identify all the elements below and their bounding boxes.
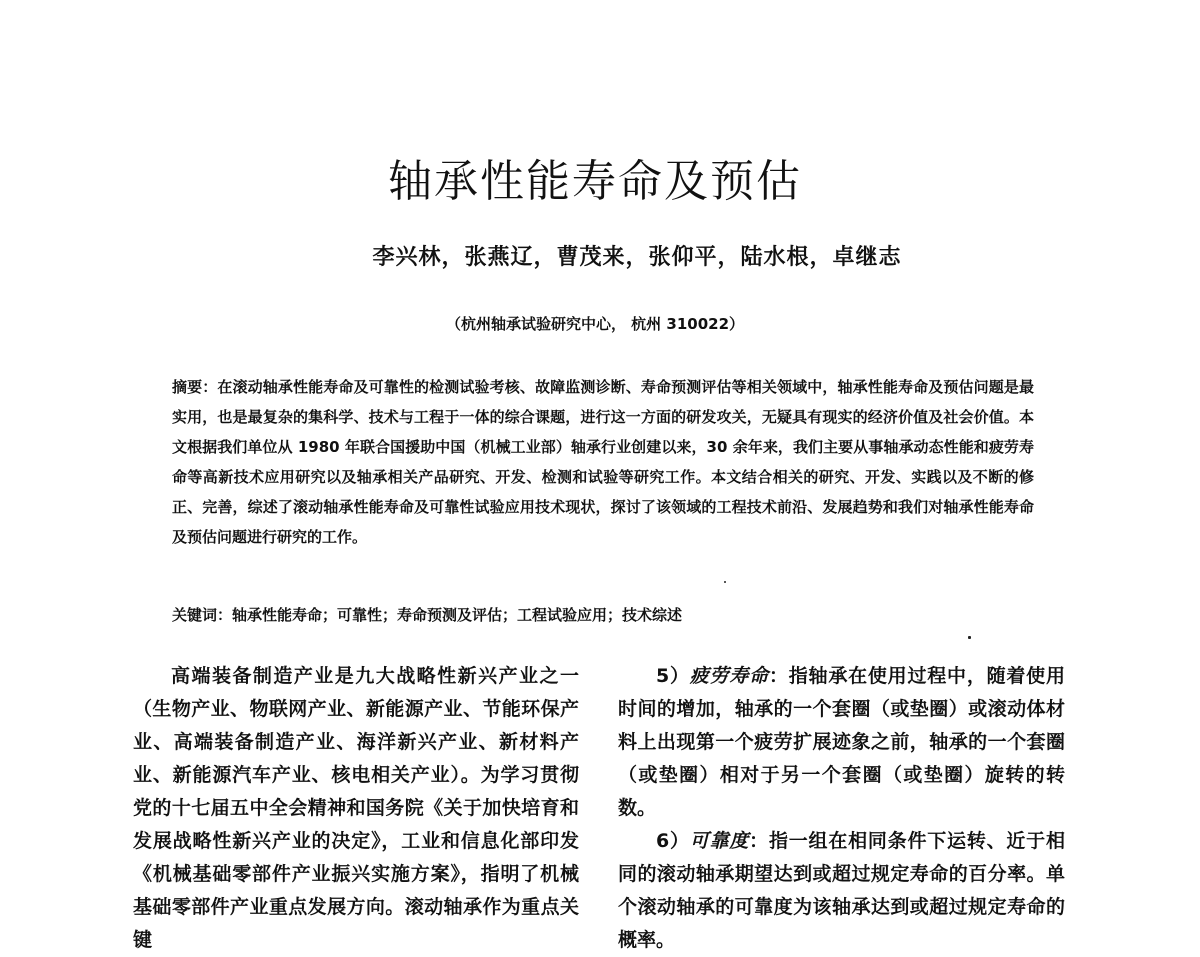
keywords bbox=[172, 600, 1034, 630]
scan-speck bbox=[724, 581, 726, 583]
body-column-right bbox=[618, 660, 1065, 957]
abstract-label: 摘要： bbox=[172, 378, 218, 396]
definition-number: 6） bbox=[656, 830, 690, 852]
definition-text: ：指轴承在使用过程中，随着使用时间的增加，轴承的一个套圈（或垫圈）或滚动体材料上出现第一个疲劳扩展迹象之前，轴承的一个套圈（或垫圈）相对于另一个套圈（或垫圈）旋转的转数。 bbox=[618, 665, 1065, 819]
definition-reliability bbox=[618, 825, 1065, 957]
keywords-text: 轴承性能寿命；可靠性；寿命预测及评估；工程试验应用；技术综述 bbox=[232, 606, 683, 624]
abstract-text: 在滚动轴承性能寿命及可靠性的检测试验考核、故障监测诊断、寿命预测评估等相关领域中，轴承性能寿命及预估问题是最实用，也是最复杂的集科学、技术与工程于一体的综合课题，进行这一方面的研发攻关，无疑具有现实的经济价值及社会价值。本文根据我们单位从 1980 年联合国援助中国（机械工业部）轴承行业创建以来，30 余年来，我们主要从事轴承动态性能和疲劳寿命等高新技术应用研究以及轴承相关产品研究、开发、检测和试验等研究工作。本文结合相关的研究、开发、实践以及不断的修正、完善，综述了滚动轴承性能寿命及可靠性试验应用技术现状，探讨了该领域的工程技术前沿、发展趋势和我们对轴承性能寿命及预估问题进行研究的工作。 bbox=[172, 378, 1034, 546]
definition-text: ：指一组在相同条件下运转、近于相同的滚动轴承期望达到或超过规定寿命的百分率。单个滚动轴承的可靠度为该轴承达到或超过规定寿命的概率。 bbox=[618, 830, 1065, 951]
author-list: 李兴林，张燕辽，曹茂来，张仰平，陆水根，卓继志 bbox=[372, 244, 902, 270]
keywords-label: 关键词： bbox=[172, 606, 233, 624]
body-column-left bbox=[133, 660, 579, 957]
scan-speck bbox=[968, 636, 971, 639]
definition-fatigue-life bbox=[618, 660, 1065, 825]
abstract bbox=[172, 372, 1034, 552]
affiliation: （杭州轴承试验研究中心， 杭州 310022） bbox=[445, 315, 745, 333]
body-paragraph: 高端装备制造产业是九大战略性新兴产业之一（生物产业、物联网产业、新能源产业、节能环保产业、高端装备制造产业、海洋新兴产业、新材料产业、新能源汽车产业、核电相关产业）。为学习贯彻党的十七届五中全会精神和国务院《关于加快培育和发展战略性新兴产业的决定》，工业和信息化部印发《机械基础零部件产业振兴实施方案》，指明了机械基础零部件产业重点发展方向。滚动轴承作为重点关键 bbox=[133, 665, 579, 951]
definition-term: 可靠度 bbox=[689, 830, 750, 852]
definition-term: 疲劳寿命 bbox=[689, 665, 769, 687]
paper-title: 轴承性能寿命及预估 bbox=[388, 156, 802, 207]
definition-number: 5） bbox=[656, 665, 690, 687]
